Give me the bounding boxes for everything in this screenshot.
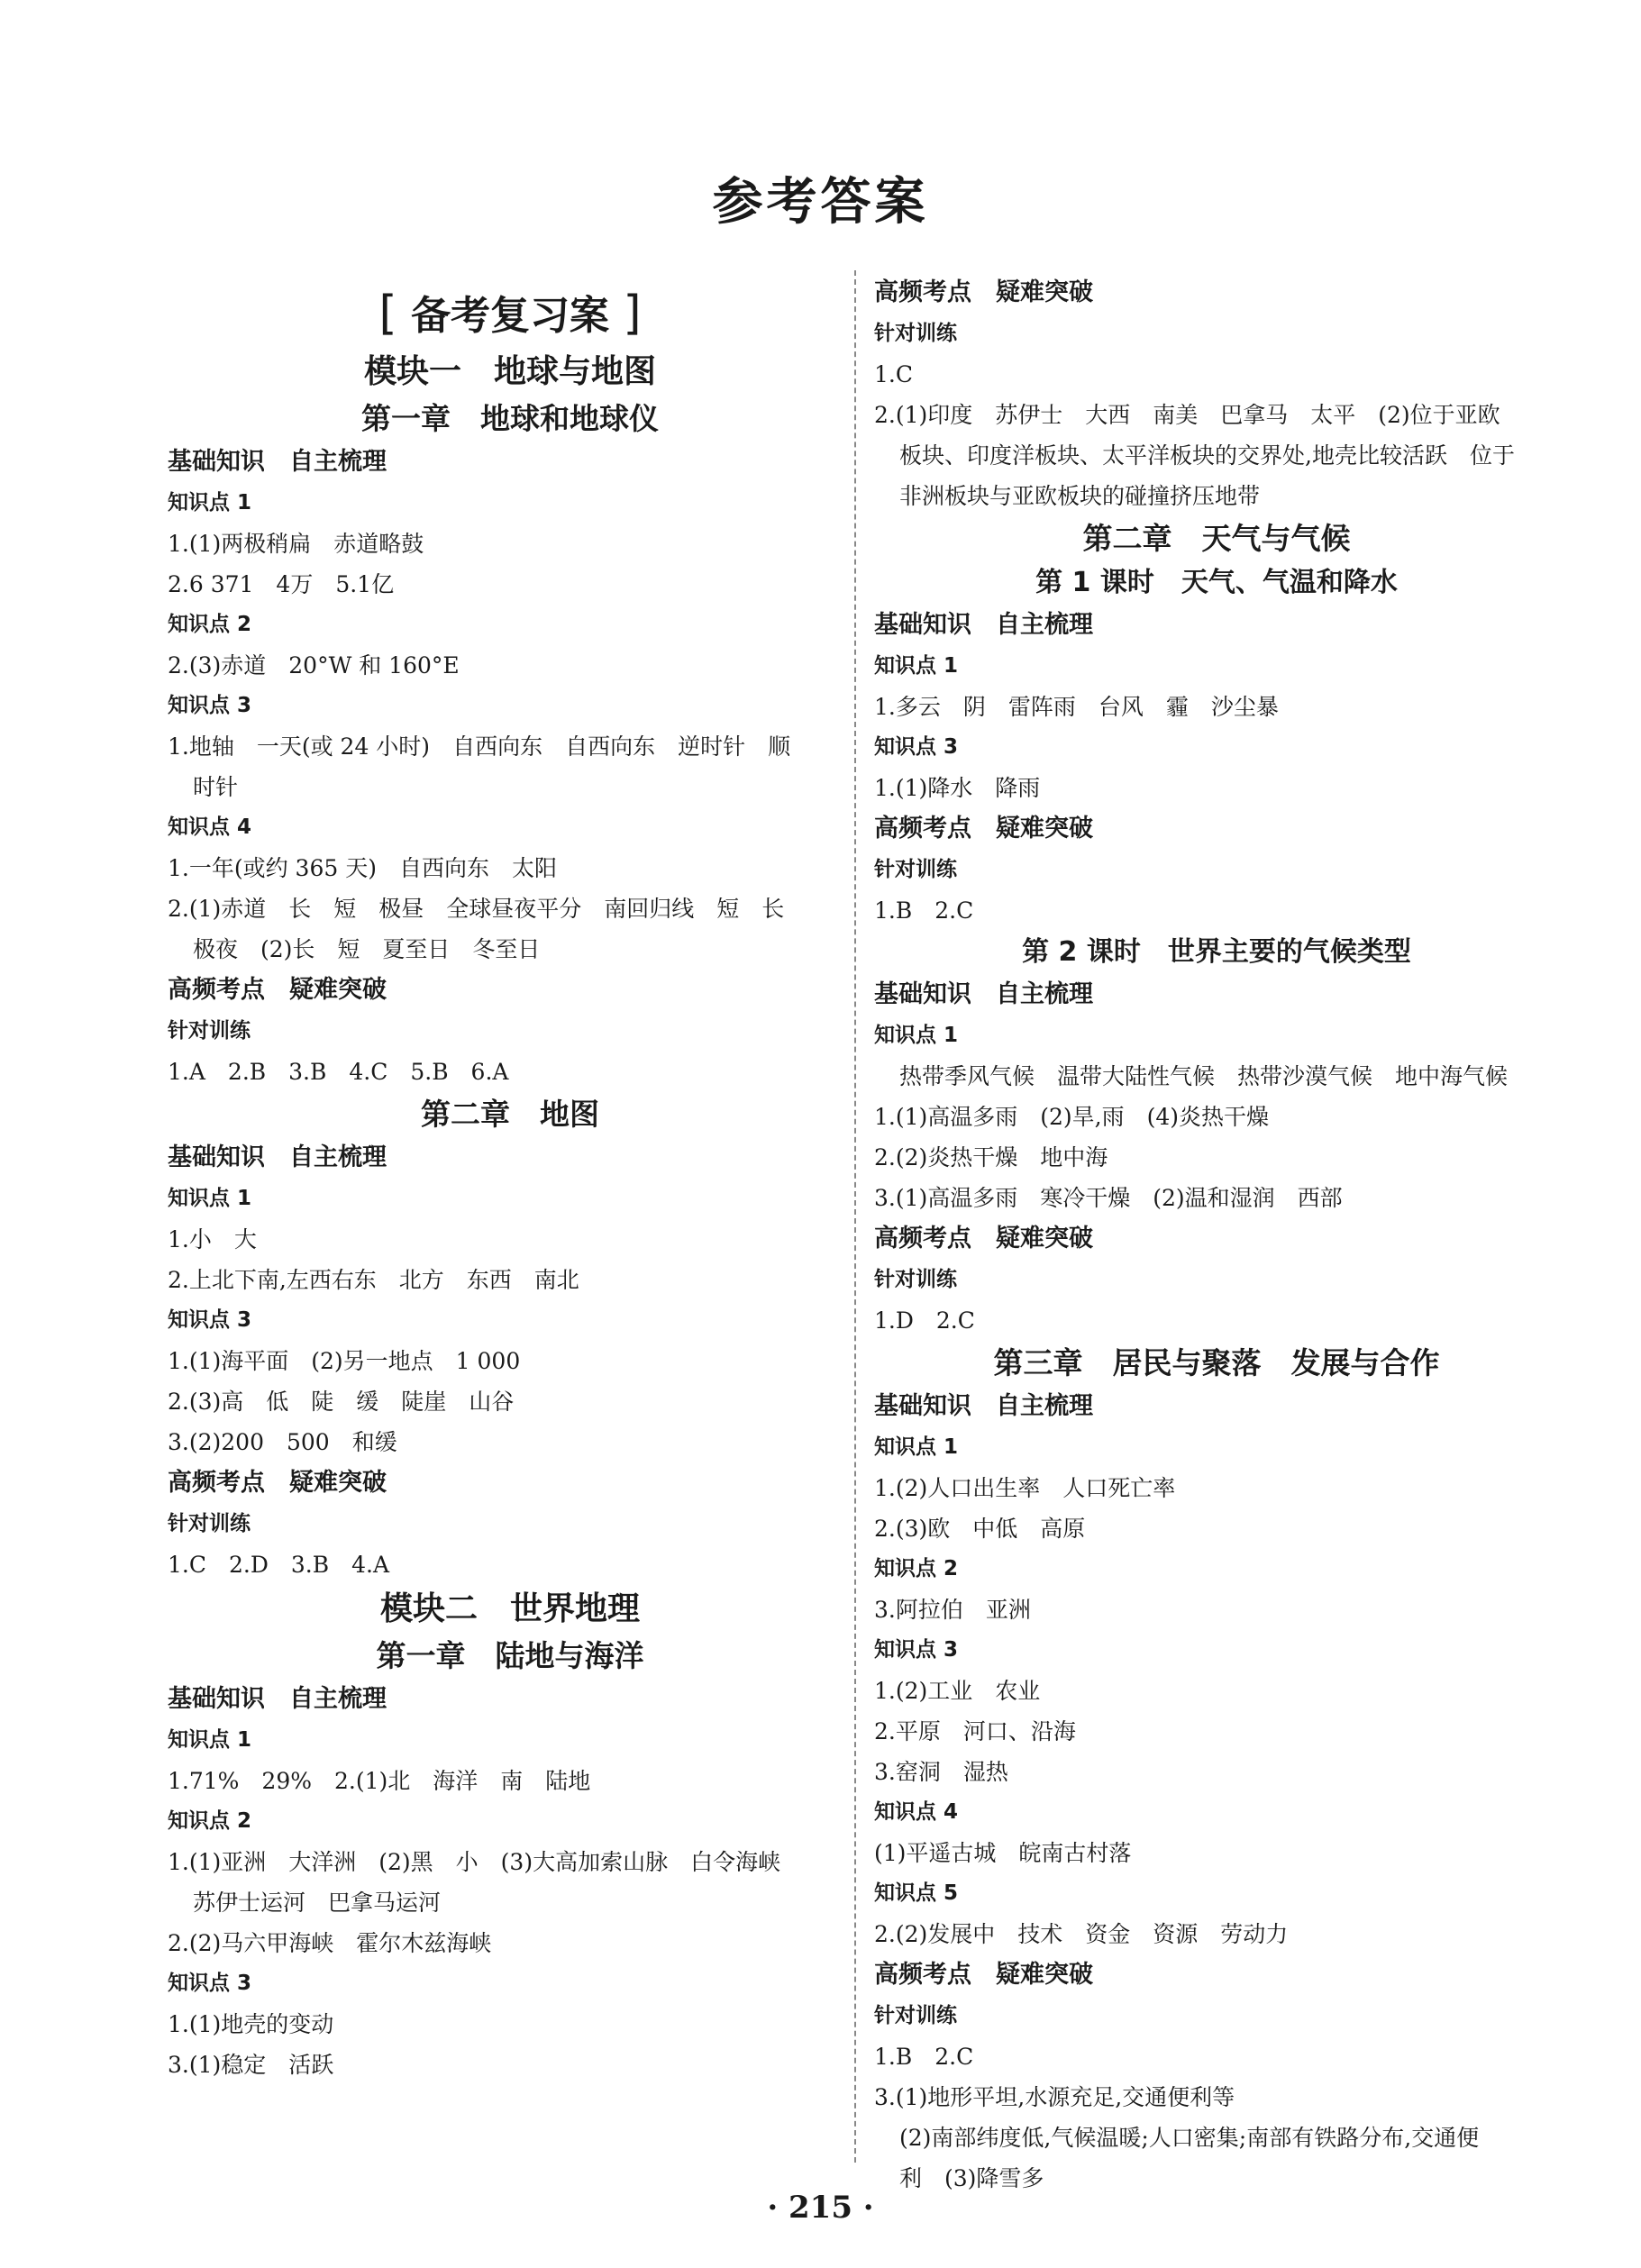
answer-line: 3.(1)稳定 活跃 — [168, 2052, 334, 2078]
module-title: 模块二 世界地理 — [379, 1590, 640, 1627]
answer-line: 1.(1)地壳的变动 — [168, 2011, 334, 2037]
knowledge-point-heading: 知识点 1 — [874, 1024, 959, 1047]
answer-line: 1.(1)两极稍扁 赤道略鼓 — [168, 531, 424, 557]
answer-line: 1.A 2.B 3.B 4.C 5.B 6.A — [168, 1059, 509, 1085]
lesson-title: 第 1 课时 天气、气温和降水 — [1035, 567, 1398, 598]
sub-heading: 基础知识 自主梳理 — [168, 1143, 387, 1171]
answer-line: 极夜 (2)长 短 夏至日 冬至日 — [193, 936, 541, 962]
answer-line: 1.(1)亚洲 大洋洲 (2)黑 小 (3)大高加索山脉 白令海峡 — [168, 1849, 781, 1875]
knowledge-point-heading: 知识点 3 — [168, 694, 252, 717]
answer-line: 1.一年(或约 365 天) 自西向东 太阳 — [168, 855, 557, 881]
sub-heading: 基础知识 自主梳理 — [874, 611, 1093, 639]
answer-line: 非洲板块与亚欧板块的碰撞挤压地带 — [899, 483, 1261, 509]
knowledge-point-heading: 知识点 2 — [874, 1557, 959, 1580]
sub-heading: 高频考点 疑难突破 — [168, 976, 387, 1004]
answer-line: 苏伊士运河 巴拿马运河 — [193, 1890, 442, 1916]
answer-line: 2.(2)马六甲海峡 霍尔木兹海峡 — [168, 1930, 492, 1956]
knowledge-point-heading: 知识点 1 — [874, 1435, 959, 1459]
answer-line: 3.(1)地形平坦,水源充足,交通便利等 — [874, 2084, 1235, 2110]
sub-heading: 基础知识 自主梳理 — [874, 980, 1093, 1008]
training-heading: 针对训练 — [168, 1512, 251, 1535]
knowledge-point-heading: 知识点 3 — [874, 1638, 959, 1662]
chapter-title: 第一章 地球和地球仪 — [361, 401, 659, 436]
answer-line: 利 (3)降雪多 — [899, 2165, 1044, 2191]
knowledge-point-heading: 知识点 2 — [168, 613, 252, 636]
sub-heading: 高频考点 疑难突破 — [874, 278, 1093, 306]
chapter-title: 第三章 居民与聚落 发展与合作 — [993, 1345, 1440, 1380]
answer-line: 2.(3)赤道 20°W 和 160°E — [168, 652, 460, 679]
sub-heading: 基础知识 自主梳理 — [168, 1685, 387, 1713]
answer-line: 时针 — [193, 774, 239, 800]
sub-heading: 高频考点 疑难突破 — [874, 1961, 1093, 1989]
sub-heading: 高频考点 疑难突破 — [168, 1469, 387, 1497]
bracket-open: [ — [378, 287, 397, 341]
answer-line: 1.小 大 — [168, 1226, 257, 1252]
training-heading: 针对训练 — [168, 1019, 251, 1043]
sub-heading: 基础知识 自主梳理 — [874, 1392, 1093, 1420]
knowledge-point-heading: 知识点 1 — [874, 654, 959, 678]
answer-line: 2.(1)印度 苏伊士 大西 南美 巴拿马 太平 (2)位于亚欧 — [874, 402, 1500, 428]
answer-line: 1.(2)工业 农业 — [874, 1678, 1041, 1704]
chapter-title: 第二章 天气与气候 — [1082, 521, 1351, 556]
training-heading: 针对训练 — [874, 322, 957, 345]
right-column — [874, 272, 1559, 2199]
answer-line: 2.(1)赤道 长 短 极昼 全球昼夜平分 南回归线 短 长 — [168, 896, 785, 922]
answer-line: 1.地轴 一天(或 24 小时) 自西向东 自西向东 逆时针 顺 — [168, 733, 791, 760]
chapter-title: 第二章 地图 — [421, 1097, 599, 1132]
knowledge-point-heading: 知识点 3 — [874, 735, 959, 759]
answer-line: 3.窑洞 湿热 — [874, 1759, 1008, 1785]
answer-line: 2.(3)欧 中低 高原 — [874, 1516, 1086, 1542]
answer-line: 2.平原 河口、沿海 — [874, 1718, 1076, 1744]
answer-line: 1.(2)人口出生率 人口死亡率 — [874, 1475, 1176, 1501]
answer-line: 2.(2)炎热干燥 地中海 — [874, 1144, 1108, 1170]
answer-line: 2.(2)发展中 技术 资金 资源 劳动力 — [874, 1921, 1289, 1947]
answer-line: (2)南部纬度低,气候温暖;人口密集;南部有铁路分布,交通便 — [899, 2125, 1480, 2151]
answer-line: 2.(3)高 低 陡 缓 陡崖 山谷 — [168, 1389, 515, 1415]
answer-line: 1.(1)高温多雨 (2)旱,雨 (4)炎热干燥 — [874, 1104, 1270, 1130]
sub-heading: 高频考点 疑难突破 — [874, 815, 1093, 843]
answer-line: 2.6 371 4万 5.1亿 — [168, 571, 395, 597]
section-title — [168, 279, 852, 348]
answer-line: 1.多云 阴 雷阵雨 台风 霾 沙尘暴 — [874, 694, 1279, 720]
answer-line: 板块、印度洋板块、太平洋板块的交界处,地壳比较活跃 位于 — [899, 442, 1515, 469]
column-divider — [854, 270, 856, 2163]
answer-line: 热带季风气候 温带大陆性气候 热带沙漠气候 地中海气候 — [899, 1063, 1509, 1089]
knowledge-point-heading: 知识点 5 — [874, 1881, 959, 1905]
answer-line: 3.(2)200 500 和缓 — [168, 1429, 397, 1455]
training-heading: 针对训练 — [874, 1268, 957, 1291]
page-title: 参考答案 — [712, 173, 929, 232]
answer-line: 1.C 2.D 3.B 4.A — [168, 1552, 390, 1578]
answer-line: 1.(1)降水 降雨 — [874, 775, 1041, 801]
training-heading: 针对训练 — [874, 858, 957, 881]
bracket-close: ] — [623, 287, 642, 341]
left-column — [168, 270, 852, 2085]
answer-line: (1)平遥古城 皖南古村落 — [874, 1840, 1132, 1866]
answer-line: 1.B 2.C — [874, 2044, 974, 2070]
answer-line: 1.C — [874, 361, 913, 387]
answer-line: 1.(1)海平面 (2)另一地点 1 000 — [168, 1348, 521, 1374]
module-title: 模块一 地球与地图 — [363, 353, 656, 390]
knowledge-point-heading: 知识点 3 — [168, 1308, 252, 1332]
training-heading: 针对训练 — [874, 2004, 957, 2027]
sub-heading: 高频考点 疑难突破 — [874, 1225, 1093, 1252]
page-number: · 215 · — [767, 2190, 874, 2226]
answer-line: 3.(1)高温多雨 寒冷干燥 (2)温和湿润 西部 — [874, 1185, 1343, 1211]
knowledge-point-heading: 知识点 4 — [874, 1800, 959, 1824]
knowledge-point-heading: 知识点 2 — [168, 1809, 252, 1833]
sub-heading: 基础知识 自主梳理 — [168, 448, 387, 476]
chapter-title: 第一章 陆地与海洋 — [376, 1638, 644, 1673]
knowledge-point-heading: 知识点 1 — [168, 1728, 252, 1752]
knowledge-point-heading: 知识点 1 — [168, 491, 252, 515]
section-label: 备考复习案 — [411, 293, 609, 339]
knowledge-point-heading: 知识点 4 — [168, 815, 252, 839]
answer-line: 2.上北下南,左西右东 北方 东西 南北 — [168, 1267, 579, 1293]
answer-line: 1.B 2.C — [874, 897, 974, 924]
lesson-title: 第 2 课时 世界主要的气候类型 — [1022, 936, 1411, 968]
answer-line: 1.71% 29% 2.(1)北 海洋 南 陆地 — [168, 1768, 591, 1794]
answer-line: 1.D 2.C — [874, 1307, 975, 1334]
knowledge-point-heading: 知识点 3 — [168, 1972, 252, 1995]
knowledge-point-heading: 知识点 1 — [168, 1187, 252, 1210]
answer-line: 3.阿拉伯 亚洲 — [874, 1597, 1031, 1623]
